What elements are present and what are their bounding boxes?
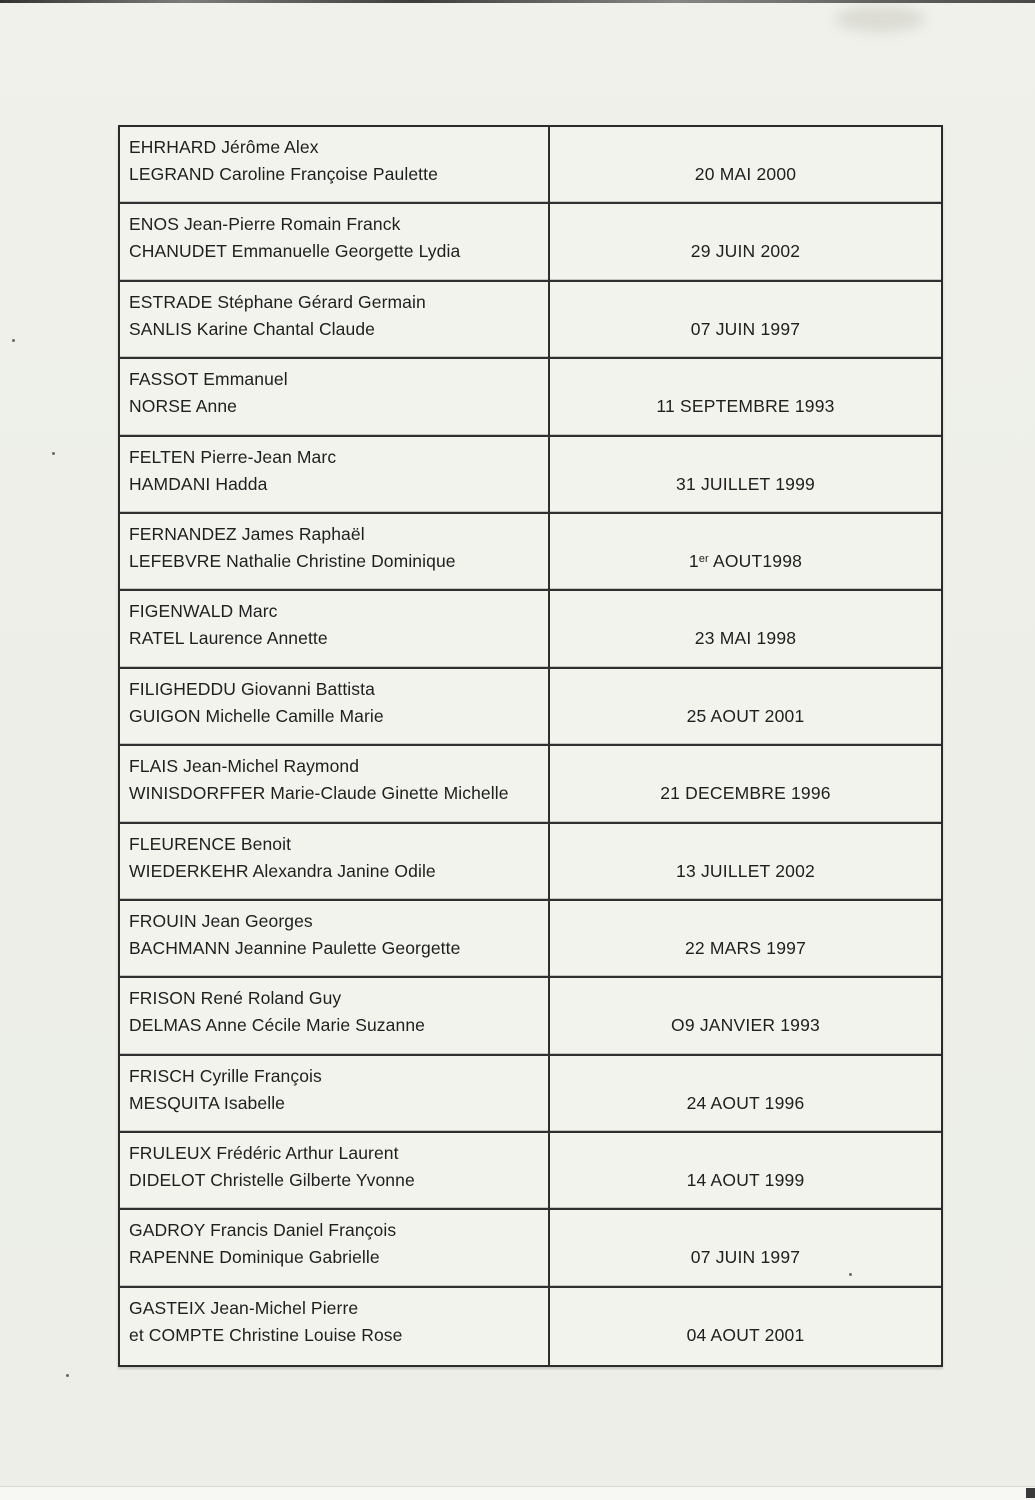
name-line-1: FRISCH Cyrille François bbox=[129, 1065, 322, 1086]
name-line-2: HAMDANI Hadda bbox=[129, 473, 268, 494]
name-line-1: EHRHARD Jérôme Alex bbox=[129, 137, 319, 157]
scan-speck-artifact bbox=[12, 339, 15, 342]
marriage-date: O9 JANVIER 1993 bbox=[671, 1015, 820, 1036]
table-row bbox=[120, 591, 941, 668]
marriage-date-cell bbox=[550, 204, 941, 279]
name-line-2: DIDELOT Christelle Gilberte Yvonne bbox=[129, 1170, 415, 1191]
name-line-1: GASTEIX Jean-Michel Pierre bbox=[129, 1297, 359, 1318]
name-line-2: RAPENNE Dominique Gabrielle bbox=[129, 1247, 380, 1268]
table-row bbox=[120, 1133, 941, 1210]
name-line-2: WINISDORFFER Marie-Claude Ginette Michelle bbox=[129, 783, 509, 804]
marriage-date-cell bbox=[550, 669, 941, 744]
marriage-date-cell bbox=[550, 282, 941, 357]
name-line-1: ESTRADE Stéphane Gérard Germain bbox=[129, 291, 426, 312]
marriage-date: 1er AOUT1998 bbox=[688, 550, 803, 571]
name-line-2: et COMPTE Christine Louise Rose bbox=[129, 1324, 403, 1345]
scan-speck-artifact bbox=[849, 1273, 852, 1276]
name-line-2: WIEDERKEHR Alexandra Janine Odile bbox=[129, 860, 436, 881]
scan-speck-artifact bbox=[66, 1374, 69, 1377]
name-line-2: SANLIS Karine Chantal Claude bbox=[129, 318, 375, 339]
scan-strip-bottom-artifact bbox=[0, 1486, 1035, 1500]
marriage-date-cell bbox=[550, 359, 941, 434]
name-line-2: LEGRAND Caroline Françoise Paulette bbox=[129, 164, 438, 184]
name-line-2: MESQUITA Isabelle bbox=[129, 1092, 286, 1113]
marriage-date: 14 AOUT 1999 bbox=[686, 1170, 805, 1191]
table-row bbox=[120, 514, 941, 591]
couple-names-cell bbox=[120, 127, 550, 202]
marriage-date-cell bbox=[550, 1056, 941, 1131]
couple-names-cell bbox=[120, 359, 550, 434]
scan-smudge-artifact bbox=[835, 6, 925, 32]
name-line-1: FROUIN Jean Georges bbox=[129, 910, 313, 931]
marriage-date: 31 JUILLET 1999 bbox=[676, 473, 815, 494]
marriage-date-cell bbox=[550, 1210, 941, 1285]
name-line-1: FRULEUX Frédéric Arthur Laurent bbox=[129, 1143, 399, 1164]
marriage-date-cell bbox=[550, 1288, 941, 1365]
marriage-date-cell bbox=[550, 1133, 941, 1208]
marriage-date: 23 MAI 1998 bbox=[694, 628, 797, 649]
table-row bbox=[120, 1056, 941, 1133]
couple-names-cell bbox=[120, 669, 550, 744]
name-line-1: FILIGHEDDU Giovanni Battista bbox=[129, 678, 375, 699]
scan-edge-top-artifact bbox=[0, 0, 1035, 3]
name-line-1: FLEURENCE Benoit bbox=[129, 833, 292, 854]
marriage-date: 13 JUILLET 2002 bbox=[676, 860, 815, 881]
couple-names-cell bbox=[120, 1288, 550, 1365]
marriage-date: 29 JUIN 2002 bbox=[690, 241, 801, 262]
marriage-date: 11 SEPTEMBRE 1993 bbox=[656, 396, 835, 417]
marriage-date-cell bbox=[550, 746, 941, 821]
name-line-1: FERNANDEZ James Raphaël bbox=[129, 523, 365, 544]
marriage-date: 22 MARS 1997 bbox=[684, 937, 807, 958]
name-line-1: FRISON René Roland Guy bbox=[129, 988, 342, 1009]
couple-names-cell bbox=[120, 1056, 550, 1131]
couple-names-cell bbox=[120, 901, 550, 976]
marriage-date: 21 DECEMBRE 1996 bbox=[660, 783, 831, 804]
marriage-date: 07 JUIN 1997 bbox=[690, 1247, 801, 1268]
name-line-1: FASSOT Emmanuel bbox=[129, 369, 288, 390]
name-line-2: GUIGON Michelle Camille Marie bbox=[129, 705, 384, 726]
marriage-date: 20 MAI 2000 bbox=[694, 164, 797, 184]
couple-names-cell bbox=[120, 204, 550, 279]
couple-names-cell bbox=[120, 282, 550, 357]
name-line-1: FELTEN Pierre-Jean Marc bbox=[129, 446, 337, 467]
marriage-date-cell bbox=[550, 127, 941, 202]
marriage-date: 25 AOUT 2001 bbox=[686, 705, 805, 726]
couple-names-cell bbox=[120, 1210, 550, 1285]
table-row bbox=[120, 282, 941, 359]
scan-speck-artifact bbox=[52, 452, 55, 455]
name-line-2: LEFEBVRE Nathalie Christine Dominique bbox=[129, 550, 456, 571]
name-line-2: NORSE Anne bbox=[129, 396, 237, 417]
couple-names-cell bbox=[120, 824, 550, 899]
table-row bbox=[120, 669, 941, 746]
couple-names-cell bbox=[120, 514, 550, 589]
table-row bbox=[120, 1210, 941, 1287]
couple-names-cell bbox=[120, 746, 550, 821]
couple-names-cell bbox=[120, 437, 550, 512]
table-row bbox=[120, 824, 941, 901]
name-line-1: GADROY Francis Daniel François bbox=[129, 1220, 397, 1241]
name-line-2: BACHMANN Jeannine Paulette Georgette bbox=[129, 937, 461, 958]
table-row bbox=[120, 746, 941, 823]
marriage-date-cell bbox=[550, 824, 941, 899]
marriage-date: 07 JUIN 1997 bbox=[690, 318, 801, 339]
scan-corner-mark-artifact bbox=[1026, 1488, 1035, 1498]
ordinal-superscript: er bbox=[698, 553, 709, 566]
table-row bbox=[120, 978, 941, 1055]
table-row bbox=[120, 204, 941, 281]
table-row bbox=[120, 901, 941, 978]
table-row bbox=[120, 359, 941, 436]
couple-names-cell bbox=[120, 591, 550, 666]
marriage-date: 04 AOUT 2001 bbox=[686, 1324, 805, 1345]
name-line-1: FLAIS Jean-Michel Raymond bbox=[129, 756, 360, 777]
name-line-1: ENOS Jean-Pierre Romain Franck bbox=[129, 214, 401, 235]
name-line-2: DELMAS Anne Cécile Marie Suzanne bbox=[129, 1015, 425, 1036]
marriage-date: 24 AOUT 1996 bbox=[686, 1092, 805, 1113]
marriage-date-cell bbox=[550, 591, 941, 666]
table-row bbox=[120, 1288, 941, 1365]
table-row bbox=[120, 437, 941, 514]
couple-names-cell bbox=[120, 1133, 550, 1208]
marriage-date-cell bbox=[550, 514, 941, 589]
marriage-date-cell bbox=[550, 901, 941, 976]
name-line-2: RATEL Laurence Annette bbox=[129, 628, 328, 649]
marriage-date-cell bbox=[550, 978, 941, 1053]
couple-names-cell bbox=[120, 978, 550, 1053]
name-line-1: FIGENWALD Marc bbox=[129, 601, 278, 622]
marriage-date-cell bbox=[550, 437, 941, 512]
marriage-records-table bbox=[118, 125, 943, 1367]
table-row bbox=[120, 127, 941, 204]
name-line-2: CHANUDET Emmanuelle Georgette Lydia bbox=[129, 241, 461, 262]
